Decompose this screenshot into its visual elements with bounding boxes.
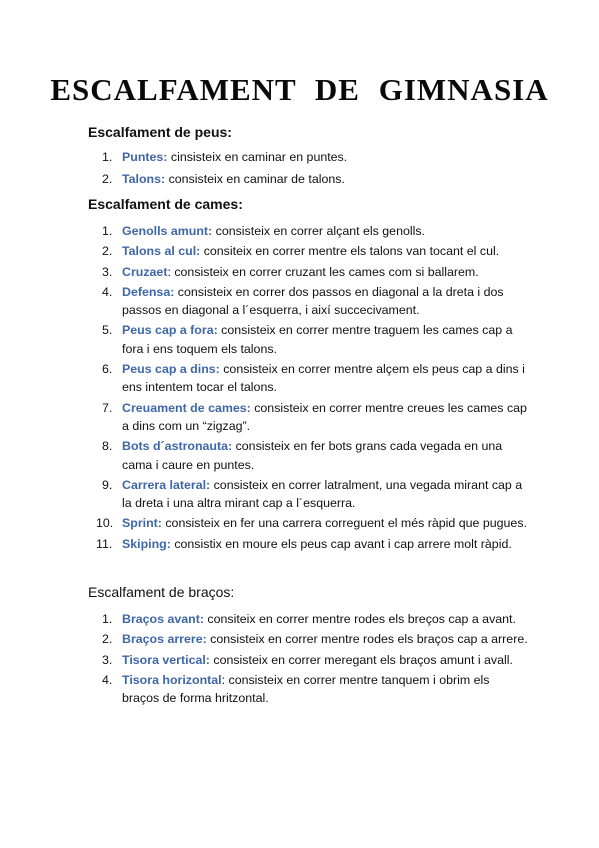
list-item: [88, 671, 528, 708]
exercise-description: consisteix en correr mentre creues les cames cap a dins com un “zigzag”.: [122, 400, 527, 433]
list-item-number: 10.: [96, 516, 114, 531]
exercise-description: consisteix en correr latralment, una vegada mirant cap a la dreta i una altra mirant cap a l´esquerra.: [122, 477, 523, 511]
exercise-name: Genolls amunt:: [122, 224, 213, 238]
exercise-name: Braços arrere:: [122, 632, 207, 647]
list-item-number: 2.: [102, 244, 113, 259]
exercise-name: Peus cap a fora:: [122, 323, 218, 338]
list-arms: [88, 610, 528, 709]
list-item: [88, 399, 528, 436]
exercise-name: Braços avant:: [122, 612, 204, 626]
list-item: [88, 610, 528, 628]
list-item: [88, 535, 528, 553]
list-item-number: 1.: [102, 612, 113, 626]
list-item: [88, 263, 528, 281]
list-item: [88, 437, 528, 474]
list-item: [88, 148, 528, 166]
list-item-number: 4.: [102, 672, 113, 687]
exercise-description: : consisteix en correr cruzant les cames com si ballarem.: [167, 264, 479, 279]
list-item: [88, 242, 528, 260]
list-item-number: 4.: [102, 284, 113, 299]
list-item-number: 3.: [102, 264, 113, 279]
list-item-number: 8.: [102, 439, 113, 454]
exercise-name: Talons:: [122, 172, 166, 187]
exercise-name: Peus cap a dins:: [122, 362, 220, 377]
list-item: [88, 360, 528, 397]
list-item: [88, 476, 528, 513]
list-item-number: 2.: [102, 632, 113, 647]
list-item: [88, 630, 528, 648]
exercise-name: Creuament de cames:: [122, 400, 251, 415]
exercise-description: consiteix en correr mentre els talons van tocant el cul.: [200, 244, 500, 259]
list-feet: [88, 148, 528, 193]
list-item-number: 9.: [102, 477, 113, 492]
section-heading-feet: Escalfament de peus:: [88, 124, 232, 140]
exercise-description: : consisteix en correr mentre tanquem i obrim els braços de forma hritzontal.: [122, 672, 490, 706]
list-item-number: 3.: [102, 652, 113, 667]
list-item-number: 6.: [102, 362, 113, 377]
list-item-number: 2.: [102, 172, 113, 187]
exercise-name: Tisora horizontal: [122, 672, 222, 687]
list-item-number: 1.: [102, 150, 113, 164]
section-heading-arms: Escalfament de braços:: [88, 584, 235, 600]
exercise-name: Cruzaet: [122, 264, 168, 279]
exercise-description: consisteix en fer una carrera correguent el més ràpid que pugues.: [161, 516, 527, 531]
exercise-description: cinsisteix en caminar en puntes.: [167, 150, 348, 164]
exercise-description: consiteix en correr mentre rodes els breços cap a avant.: [203, 612, 516, 626]
list-item-number: 11.: [96, 536, 113, 551]
exercise-name: Skiping:: [122, 536, 171, 551]
list-item: [88, 170, 528, 188]
list-item: [88, 283, 528, 320]
list-legs: [88, 222, 528, 555]
exercise-description: consisteix en correr mentre traguem les cames cap a fora i ens toquem els talons.: [122, 323, 513, 356]
list-item-number: 5.: [102, 323, 113, 338]
exercise-description: consisteix en correr alçant els genolls.: [212, 224, 425, 238]
exercise-description: consisteix en correr meregant els braços amunt i avall.: [209, 652, 513, 667]
exercise-description: consisteix en correr dos passos en diagonal a la dreta i dos passos en diagonal a l´esquerra, i així succecivament.: [122, 284, 504, 318]
exercise-name: Carrera lateral:: [122, 477, 211, 492]
list-item: [88, 222, 528, 240]
exercise-description: consisteix en caminar de talons.: [165, 172, 345, 187]
section-heading-legs: Escalfament de cames:: [88, 196, 243, 212]
list-item: [88, 514, 528, 532]
exercise-description: consistix en moure els peus cap avant i cap arrere molt ràpid.: [170, 536, 512, 551]
exercise-description: consisteix en correr mentre alçem els peus cap a dins i ens intentem tocar el talons.: [122, 362, 525, 395]
list-item: [88, 651, 528, 669]
exercise-name: Defensa:: [122, 284, 175, 299]
page-title: ESCALFAMENT DE GIMNASIA: [50, 72, 549, 107]
exercise-name: Sprint:: [122, 516, 162, 531]
list-item: [88, 321, 528, 358]
exercise-name: Talons al cul:: [122, 244, 201, 259]
exercise-name: Tisora vertical:: [122, 652, 210, 667]
list-item-number: 7.: [102, 400, 113, 415]
exercise-name: Puntes:: [122, 150, 168, 164]
list-item-number: 1.: [102, 224, 113, 238]
exercise-description: consisteix en fer bots grans cada vegada en una cama i caure en puntes.: [122, 439, 503, 472]
exercise-description: consisteix en correr mentre rodes els braços cap a arrere.: [206, 632, 528, 647]
exercise-name: Bots d´astronauta:: [122, 439, 233, 454]
